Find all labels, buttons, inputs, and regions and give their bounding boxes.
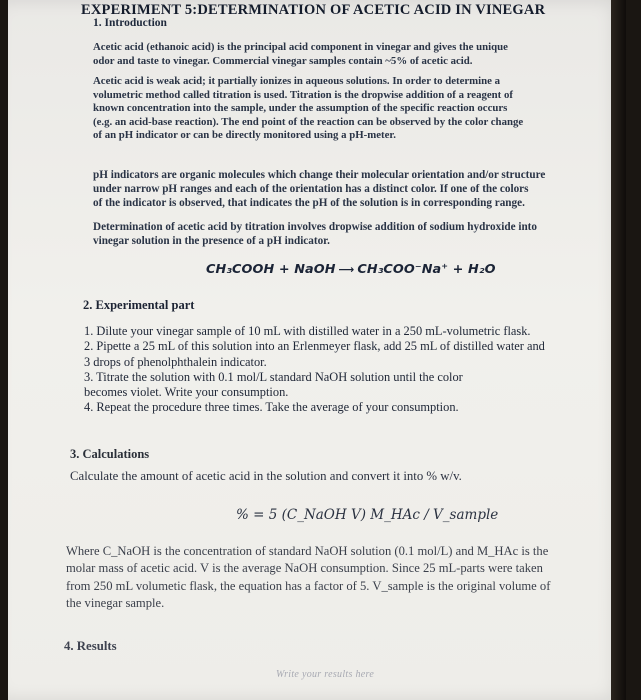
text-line: Where C_NaOH is the concentration of standard NaOH solution (0.1 mol/L) and M_HAc is the [66,544,549,558]
procedure-line: 2. Pipette a 25 mL of this solution into an Erlenmeyer flask, add 25 mL of distilled water and [84,339,545,354]
formula-explanation [66,543,602,613]
text-line: Acetic acid is weak acid; it partially ionizes in aqueous solutions. In order to determine a [93,75,501,87]
text-line: pH indicators are organic molecules which change their molecular orientation and/or structure [93,169,546,181]
procedure-line: 3. Titrate the solution with 0.1 mol/L standard NaOH solution until the color [84,369,463,384]
text-line: of an pH indicator or can be directly monitored using a pH-meter. [93,129,396,142]
procedure-line: 3 drops of phenolphthalein indicator. [84,354,267,369]
procedure-line: 1. Dilute your vinegar sample of 10 mL with distilled water in a 250 mL-volumetric flask. [84,324,531,338]
document-page [8,0,626,700]
page-edge-shadow [611,0,626,700]
procedure-line: becomes violet. Write your consumption. [84,385,289,400]
section-heading-calculations: 3. Calculations [70,447,150,461]
procedure-steps [84,324,594,416]
percent-formula: % = 5 (C_NaOH V) M_HAc / V_sample [236,507,499,523]
text-line: (e.g. an acid-base reaction). The end point of the reaction can be observed by the color change [93,115,524,128]
text-line: the vinegar sample. [66,596,165,611]
text-line: odor and taste to vinegar. Commercial vinegar samples contain ~5% of acetic acid. [93,54,473,67]
intro-paragraph-2 [93,75,595,143]
section-heading-introduction: 1. Introduction [93,17,167,29]
text-line: volumetric method called titration is used. Titration is the dropwise addition of a reagent of [93,88,513,101]
reaction-equation [206,262,496,277]
text-line: from 250 mL volumetic flask, the equation has a factor of 5. V_sample is the original volume of [66,578,551,593]
equation-reactants: CH₃COOH + NaOH [206,262,336,277]
text-line: under narrow pH ranges and each of the orientation has a distinct color. If one of the colors [93,183,529,195]
intro-paragraph-4 [93,220,593,248]
text-line: of the indicator is observed, that indicates the pH of the solution is in corresponding range. [93,197,525,209]
section-heading-results: 4. Results [64,639,117,653]
intro-paragraph-3 [93,168,593,210]
intro-paragraph-1 [93,41,593,68]
equation-products: CH₃COO⁻Na⁺ + H₂O [357,262,496,277]
section-heading-experimental: 2. Experimental part [83,298,195,312]
text-line: molar mass of acetic acid. V is the average NaOH consumption. Since 25 mL-parts were taken [66,561,543,576]
reaction-arrow-icon: ⟶ [338,263,355,276]
text-line: vinegar solution in the presence of a pH indicator. [93,235,330,247]
text-line: Acetic acid (ethanoic acid) is the principal acid component in vinegar and gives the unique [93,41,508,53]
text-line: Determination of acetic acid by titration involves dropwise addition of sodium hydroxide into [93,221,537,233]
procedure-line: 4. Repeat the procedure three times. Take the average of your consumption. [84,400,459,415]
calculation-instruction: Calculate the amount of acetic acid in the solution and convert it into % w/v. [70,469,462,483]
results-placeholder-text: Write your results here [276,669,375,680]
text-line: known concentration into the sample, under the assumption of the specific reaction occurs [93,102,508,115]
document-title: EXPERIMENT 5:DETERMINATION OF ACETIC ACID IN VINEGAR [81,2,546,18]
